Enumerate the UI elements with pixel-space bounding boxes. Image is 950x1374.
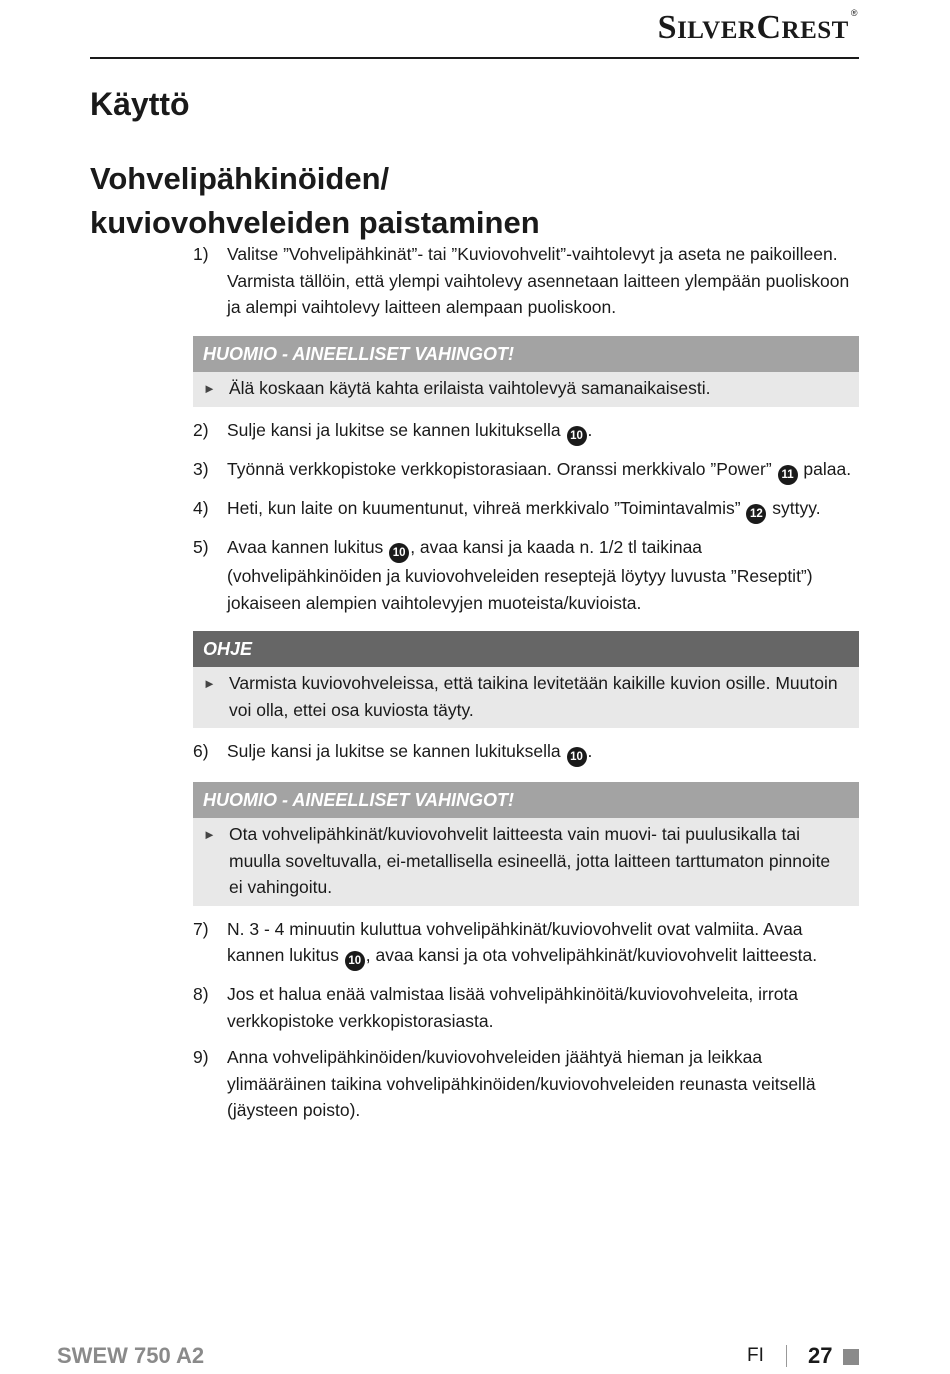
part-reference-badge: 11 bbox=[778, 465, 798, 485]
step-text: Valitse ”Vohvelipähkinät”- tai ”Kuviovohvelit”-vaihtolevyt ja aseta ne paikoilleen. Varmista tällöin, että ylempi vaihtolevy asennetaan laitteen ylempään puoliskoon ja alempi vaihtolevy laitteen alempaan puoliskoon. bbox=[227, 244, 850, 317]
step-number: 4) bbox=[193, 498, 209, 518]
notice-text: Ota vohvelipähkinät/kuviovohvelit laitteesta vain muovi- tai puulusikalla tai muulla soveltuvalla, ei-metallisella esineellä, jotta laitteen tarttumaton pinnoite ei vahingoitu. bbox=[229, 824, 831, 897]
part-reference-badge: 10 bbox=[567, 747, 587, 767]
step-number: 6) bbox=[193, 741, 209, 761]
step-text: Anna vohvelipähkinöiden/kuviovohveleiden jäähtyä hieman ja leikkaa ylimääräinen taikina vohvelipähkinöiden/kuviovohveleiden reunasta veitsellä (jäysteen poisto). bbox=[227, 1047, 816, 1120]
step-text: Avaa kannen lukitus 10 , avaa kansi ja kaada n. 1/2 tl taikinaa (vohvelipähkinöiden ja kuviovohveleiden reseptejä löytyy luvusta ”Reseptit”) jokaiseen alempien vaihtolevyjen muoteista/kuvioista. bbox=[227, 537, 813, 613]
notice-material-damage bbox=[193, 336, 859, 408]
page-marker-square bbox=[843, 1349, 859, 1365]
notice-body bbox=[193, 372, 859, 408]
part-reference-badge: 10 bbox=[345, 951, 365, 971]
section-title: Käyttö bbox=[90, 86, 190, 122]
step-text: Heti, kun laite on kuumentunut, vihreä merkkivalo ”Toimintavalmis” 12 syttyy. bbox=[227, 495, 859, 524]
step-4 bbox=[193, 495, 859, 524]
notice-text: Varmista kuviovohveleissa, että taikina levitetään kaikille kuvion osille. Muutoin voi olla, ettei osa kuviosta täyty. bbox=[229, 673, 838, 720]
bullet-arrow-icon: ► bbox=[203, 827, 216, 842]
step-text: Sulje kansi ja lukitse se kannen lukituksella 10 . bbox=[227, 738, 859, 767]
step-text: Työnnä verkkopistoke verkkopistorasiaan. Oranssi merkkivalo ”Power” 11 palaa. bbox=[227, 456, 859, 485]
footer-divider bbox=[786, 1345, 787, 1367]
notice-heading: HUOMIO - AINEELLISET VAHINGOT! bbox=[193, 782, 859, 818]
step-6 bbox=[193, 738, 859, 767]
bullet-arrow-icon: ► bbox=[203, 380, 216, 396]
step-5 bbox=[193, 534, 859, 616]
brand-logo: SILVERCREST® bbox=[657, 8, 858, 46]
page-number: 27 bbox=[808, 1343, 833, 1368]
step-8 bbox=[193, 981, 859, 1034]
part-reference-badge: 10 bbox=[389, 543, 409, 563]
step-3 bbox=[193, 456, 859, 485]
step-text: Jos et halua enää valmistaa lisää vohvelipähkinöitä/kuviovohveleita, irrota verkkopistoke verkkopistorasiasta. bbox=[227, 984, 799, 1031]
page-title: Vohvelipähkinöiden/ kuviovohveleiden paistaminen bbox=[90, 161, 540, 240]
step-text: Sulje kansi ja lukitse se kannen lukituksella 10 . bbox=[227, 417, 859, 446]
step-number: 9) bbox=[193, 1047, 209, 1067]
part-reference-badge: 12 bbox=[746, 504, 766, 524]
step-7 bbox=[193, 916, 859, 972]
notice-material-damage-2 bbox=[193, 782, 859, 906]
step-number: 3) bbox=[193, 459, 209, 479]
step-number: 8) bbox=[193, 984, 209, 1004]
step-number: 7) bbox=[193, 918, 209, 939]
notice-text: Älä koskaan käytä kahta erilaista vaihtolevyä samanaikaisesti. bbox=[229, 377, 711, 398]
step-text: N. 3 - 4 minuutin kuluttua vohvelipähkinät/kuviovohvelit ovat valmiita. Avaa kannen lukitus 10 , avaa kansi ja ota vohvelipähkinät/kuviovohvelit laitteesta. bbox=[227, 916, 859, 972]
notice-body bbox=[193, 667, 859, 728]
registered-mark: ® bbox=[850, 8, 858, 18]
step-9 bbox=[193, 1044, 859, 1124]
notice-tip bbox=[193, 631, 859, 728]
step-number: 5) bbox=[193, 537, 209, 557]
bullet-arrow-icon: ► bbox=[203, 676, 216, 691]
header-rule bbox=[90, 57, 859, 59]
part-reference-badge: 10 bbox=[567, 426, 587, 446]
step-2 bbox=[193, 417, 859, 446]
footer-model-number: SWEW 750 A2 bbox=[57, 1343, 205, 1368]
notice-body bbox=[193, 818, 859, 906]
instructions bbox=[193, 241, 859, 1134]
step-number: 2) bbox=[193, 420, 209, 440]
footer-language: FI bbox=[747, 1345, 764, 1366]
step-1 bbox=[193, 241, 859, 321]
step-number: 1) bbox=[193, 244, 209, 264]
notice-heading: OHJE bbox=[193, 631, 859, 667]
notice-heading: HUOMIO - AINEELLISET VAHINGOT! bbox=[193, 336, 859, 372]
